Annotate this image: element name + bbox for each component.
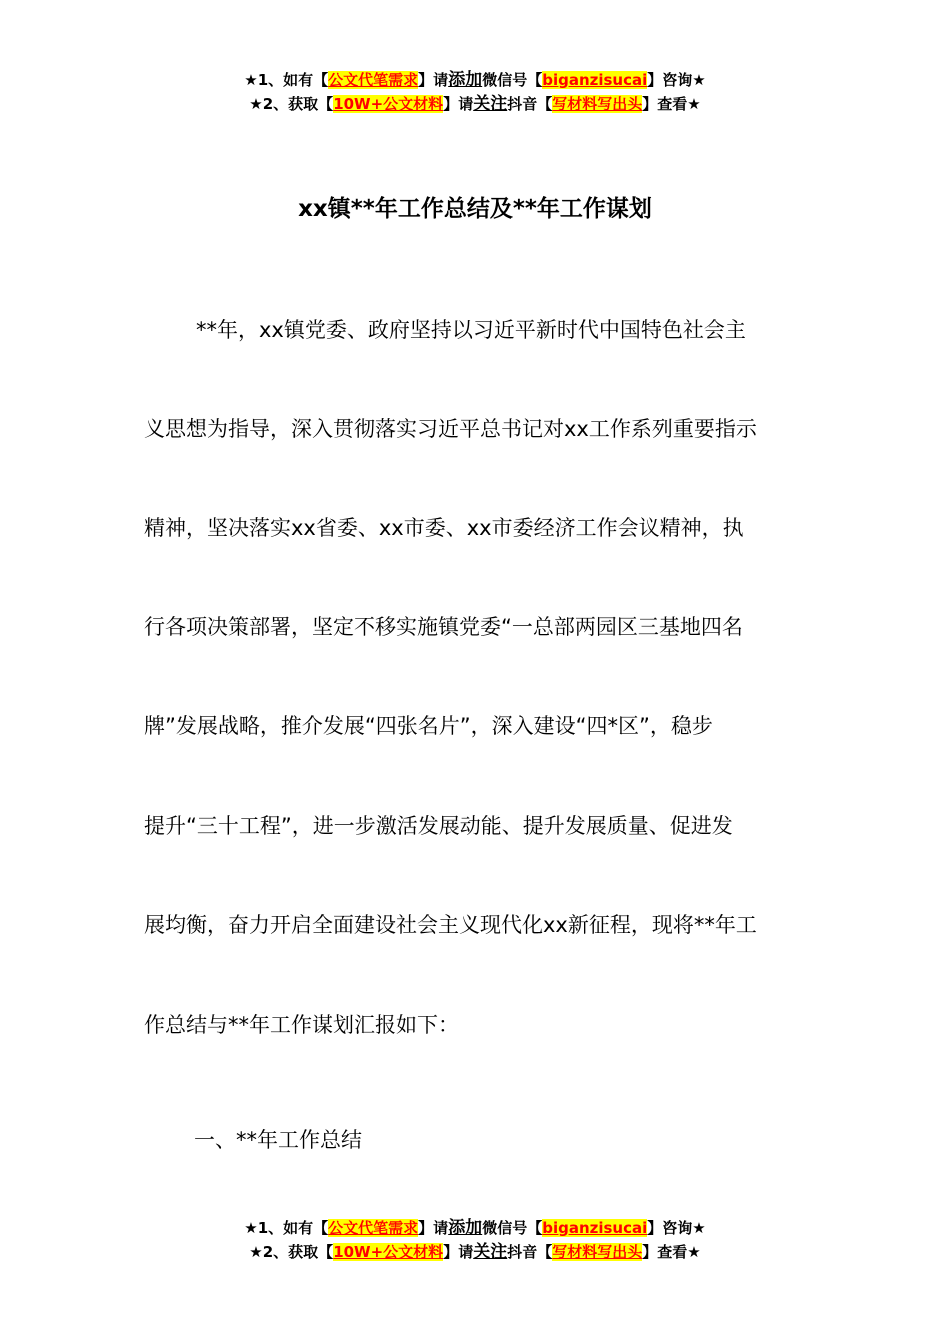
section-heading: 一、**年工作总结 [194,1128,362,1152]
service-highlight: 公文代笔需求 [328,71,419,89]
body-line: 精神，坚决落实xx省委、xx市委、xx市委经济工作会议精神，执 [144,516,744,540]
promo-banner-bottom [0,1216,950,1264]
promo-line-2: ★2、获取【10W+公文材料】请关注抖音【写材料写出头】查看★ [249,1242,701,1262]
body-line: 义思想为指导，深入贯彻落实习近平总书记对xx工作系列重要指示 [144,417,757,441]
body-line: 作总结与**年工作谋划汇报如下： [144,1013,459,1037]
document-title: xx镇**年工作总结及**年工作谋划 [298,196,652,222]
wechat-id-highlight: biganzisucai [542,1219,648,1237]
materials-highlight: 10W+公文材料 [333,95,444,113]
body-line: 行各项决策部署，坚定不移实施镇党委“一总部两园区三基地四名 [144,615,743,639]
douyin-highlight: 写材料写出头 [552,95,643,113]
promo-line-1: ★1、如有【公文代笔需求】请添加微信号【biganzisucai】咨询★ [244,1218,706,1238]
body-line: **年，xx镇党委、政府坚持以习近平新时代中国特色社会主 [196,318,746,342]
promo-banner-top [0,68,950,116]
promo-line-1: ★1、如有【公文代笔需求】请添加微信号【biganzisucai】咨询★ [244,70,706,90]
service-highlight: 公文代笔需求 [328,1219,419,1237]
body-line: 提升“三十工程”，进一步激活发展动能、提升发展质量、促进发 [144,814,733,838]
wechat-id-highlight: biganzisucai [542,71,648,89]
materials-highlight: 10W+公文材料 [333,1243,444,1261]
douyin-highlight: 写材料写出头 [552,1243,643,1261]
body-line: 牌”发展战略，推介发展“四张名片”，深入建设“四*区”，稳步 [144,714,713,738]
body-line: 展均衡，奋力开启全面建设社会主义现代化xx新征程，现将**年工 [144,913,757,937]
promo-line-2: ★2、获取【10W+公文材料】请关注抖音【写材料写出头】查看★ [249,94,701,114]
